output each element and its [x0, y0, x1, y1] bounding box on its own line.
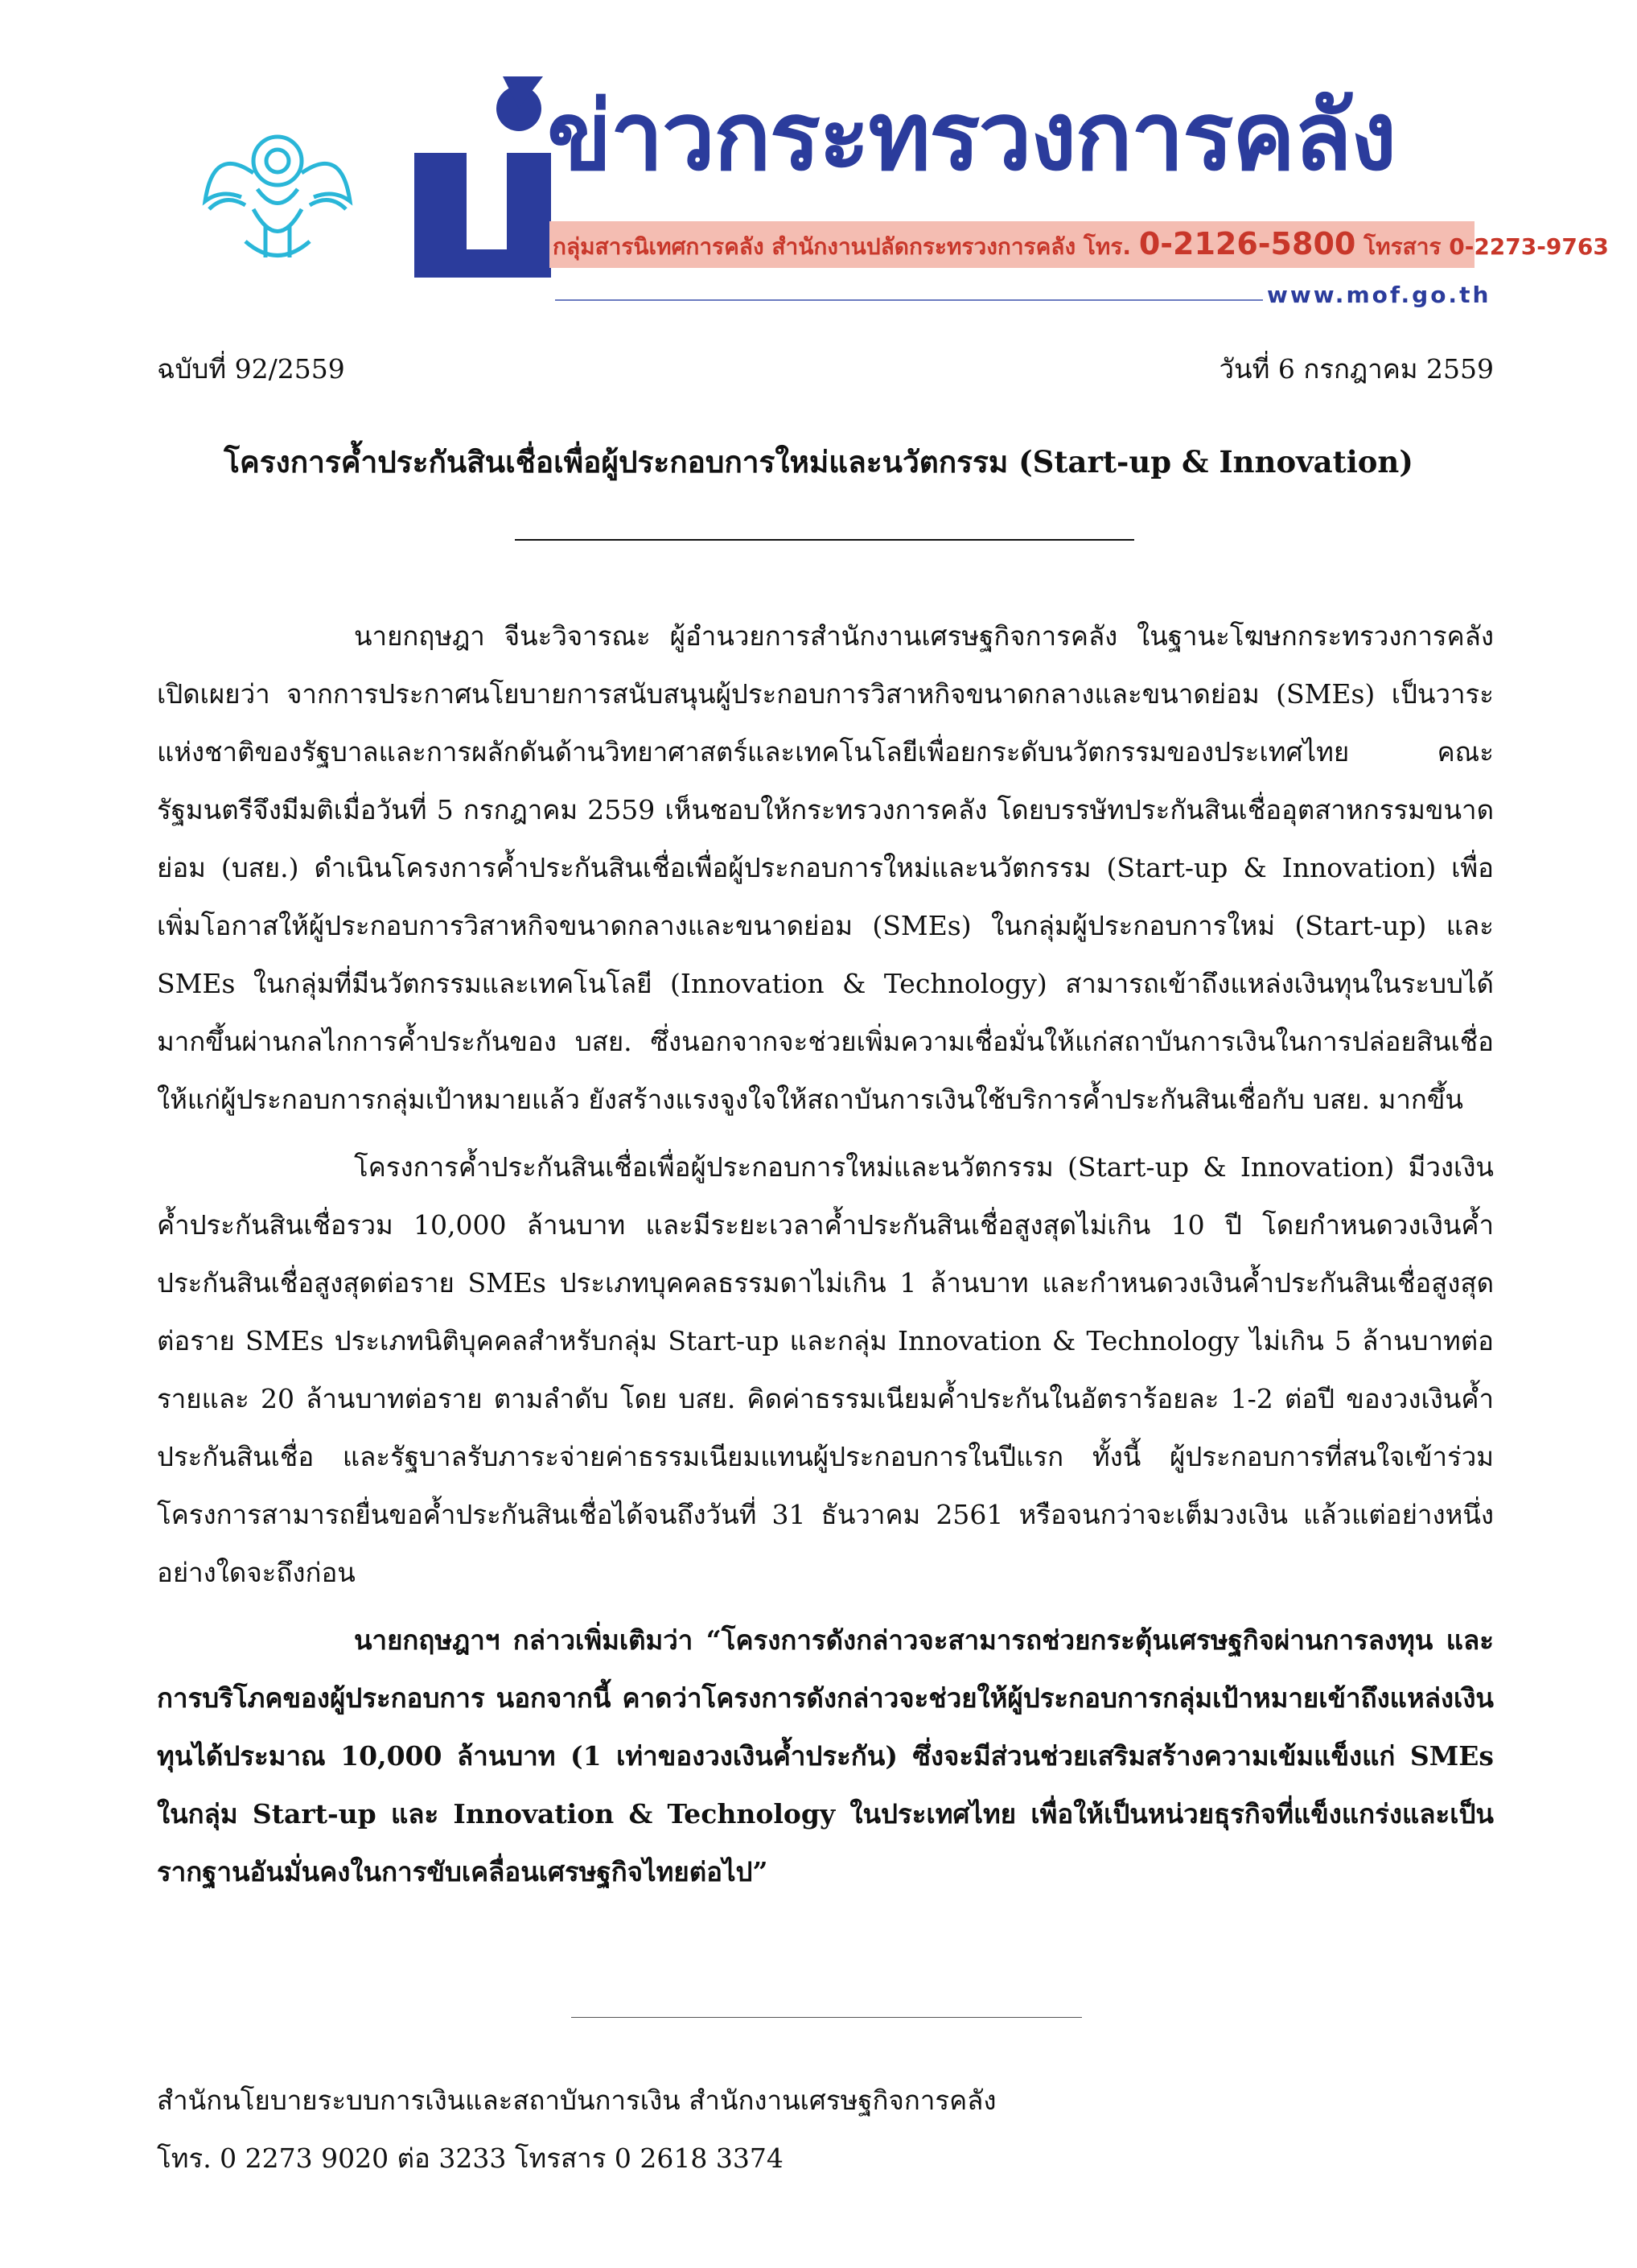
- headline-divider: [515, 539, 1134, 541]
- paragraph: นายกฤษฎา จีนะวิจารณะ ผู้อำนวยการสำนักงานเศรษฐกิจการคลัง ในฐานะโฆษกกระทรวงการคลัง เปิดเผยว่า จากการประกาศนโยบายการสนับสนุนผู้ประกอบการวิสาหกิจขนาดกลางและขนาดย่อม (SMEs) เป็นวาระแห่งชาติของรัฐบาลและการผลักดันด้านวิทยาศาสตร์และเทคโนโลยีเพื่อยกระดับนวัตกรรมของประเทศไทย คณะรัฐมนตรีจึงมีมติเมื่อวันที่ 5 กรกฎาคม 2559 เห็นชอบให้กระทรวงการคลัง โดยบรรษัทประกันสินเชื่ออุตสาหกรรมขนาดย่อม (บสย.) ดำเนินโครงการค้ำประกันสินเชื่อเพื่อผู้ประกอบการใหม่และนวัตกรรม (Start-up & Innovation) เพื่อเพิ่มโอกาสให้ผู้ประกอบการวิสาหกิจขนาดกลางและขนาดย่อม (SMEs) ในกลุ่มผู้ประกอบการใหม่ (Start-up) และ SMEs ในกลุ่มที่มีนวัตกรรมและเทคโนโลยี (Innovation & Technology) สามารถเข้าถึงแหล่งเงินทุนในระบบได้มากขึ้นผ่านกลไกการค้ำประกันของ บสย. ซึ่งนอกจากจะช่วยเพิ่มความเชื่อมั่นให้แก่สถาบันการเงินในการปล่อยสินเชื่อให้แก่ผู้ประกอบการกลุ่มเป้าหมายแล้ว ยังสร้างแรงจูงใจให้สถาบันการเงินใช้บริการค้ำประกันสินเชื่อกับ บสย. มากขึ้น: [157, 620, 1494, 1115]
- banner-line: [553, 226, 1609, 265]
- masthead-banner: [549, 221, 1609, 268]
- masthead-title: ข่าวกระทรวงการคลัง: [547, 80, 1396, 191]
- banner-text: กลุ่มสารนิเทศการคลัง สำนักงานปลัดกระทรวงการคลัง โทร.: [553, 233, 1132, 260]
- paragraph-quote: นายกฤษฎาฯ กล่าวเพิ่มเติมว่า “โครงการดังกล่าวจะสามารถช่วยกระตุ้นเศรษฐกิจผ่านการลงทุน และการบริโภคของผู้ประกอบการ นอกจากนี้ คาดว่าโครงการดังกล่าวจะช่วยให้ผู้ประกอบการกลุ่มเป้าหมายเข้าถึงแหล่งเงินทุนได้ประมาณ 10,000 ล้านบาท (1 เท่าของวงเงินค้ำประกัน) ซึ่งจะมีส่วนช่วยเสริมสร้างความเข้มแข็งแก่ SMEs ในกลุ่ม Start-up และ Innovation & Technology ในประเทศไทย เพื่อให้เป็นหน่วยธุรกิจที่แข็งแกร่งและเป็นรากฐานอันมั่นคงในการขับเคลื่อนเศรษฐกิจไทยต่อไป”: [157, 1624, 1494, 1887]
- masthead: [0, 0, 1637, 322]
- banner-phone: 0-2126-5800: [1138, 226, 1356, 261]
- issue-number: ฉบับที่ 92/2559: [157, 353, 345, 385]
- website-link[interactable]: www.mof.go.th: [1267, 282, 1491, 308]
- footer: [157, 2072, 997, 2188]
- masthead-rule: [555, 299, 1263, 301]
- banner-fax: โทรสาร 0-2273-9763: [1363, 233, 1609, 260]
- article-body: [157, 607, 1494, 1911]
- paragraph: โครงการค้ำประกันสินเชื่อเพื่อผู้ประกอบการใหม่และนวัตกรรม (Start-up & Innovation) มีวงเงินค้ำประกันสินเชื่อรวม 10,000 ล้านบาท และมีระยะเวลาค้ำประกันสินเชื่อสูงสุดไม่เกิน 10 ปี โดยกำหนดวงเงินค้ำประกันสินเชื่อสูงสุดต่อราย SMEs ประเภทบุคคลธรรมดาไม่เกิน 1 ล้านบาท และกำหนดวงเงินค้ำประกันสินเชื่อสูงสุดต่อราย SMEs ประเภทนิติบุคคลสำหรับกลุ่ม Start-up และกลุ่ม Innovation & Technology ไม่เกิน 5 ล้านบาทต่อรายและ 20 ล้านบาทต่อราย ตามลำดับ โดย บสย. คิดค่าธรรมเนียมค้ำประกันในอัตราร้อยละ 1-2 ต่อปี ของวงเงินค้ำประกันสินเชื่อ และรัฐบาลรับภาระจ่ายค่าธรรมเนียมแทนผู้ประกอบการในปีแรก ทั้งนี้ ผู้ประกอบการที่สนใจเข้าร่วมโครงการสามารถยื่นขอค้ำประกันสินเชื่อได้จนถึงวันที่ 31 ธันวาคม 2561 หรือจนกว่าจะเต็มวงเงิน แล้วแต่อย่างหนึ่งอย่างใดจะถึงก่อน: [157, 1151, 1494, 1588]
- headline: โครงการค้ำประกันสินเชื่อเพื่อผู้ประกอบการใหม่และนวัตกรรม (Start-up & Innovation): [224, 444, 1413, 480]
- footer-office: สำนักนโยบายระบบการเงินและสถาบันการเงิน สำนักงานเศรษฐกิจการคลัง: [157, 2085, 997, 2116]
- footer-contact: โทร. 0 2273 9020 ต่อ 3233 โทรสาร 0 2618 3374: [157, 2142, 784, 2174]
- release-date: วันที่ 6 กรกฎาคม 2559: [1219, 353, 1494, 385]
- logo-mark: [406, 76, 559, 278]
- garuda-emblem-icon: [197, 113, 358, 274]
- end-divider: [571, 2017, 1082, 2018]
